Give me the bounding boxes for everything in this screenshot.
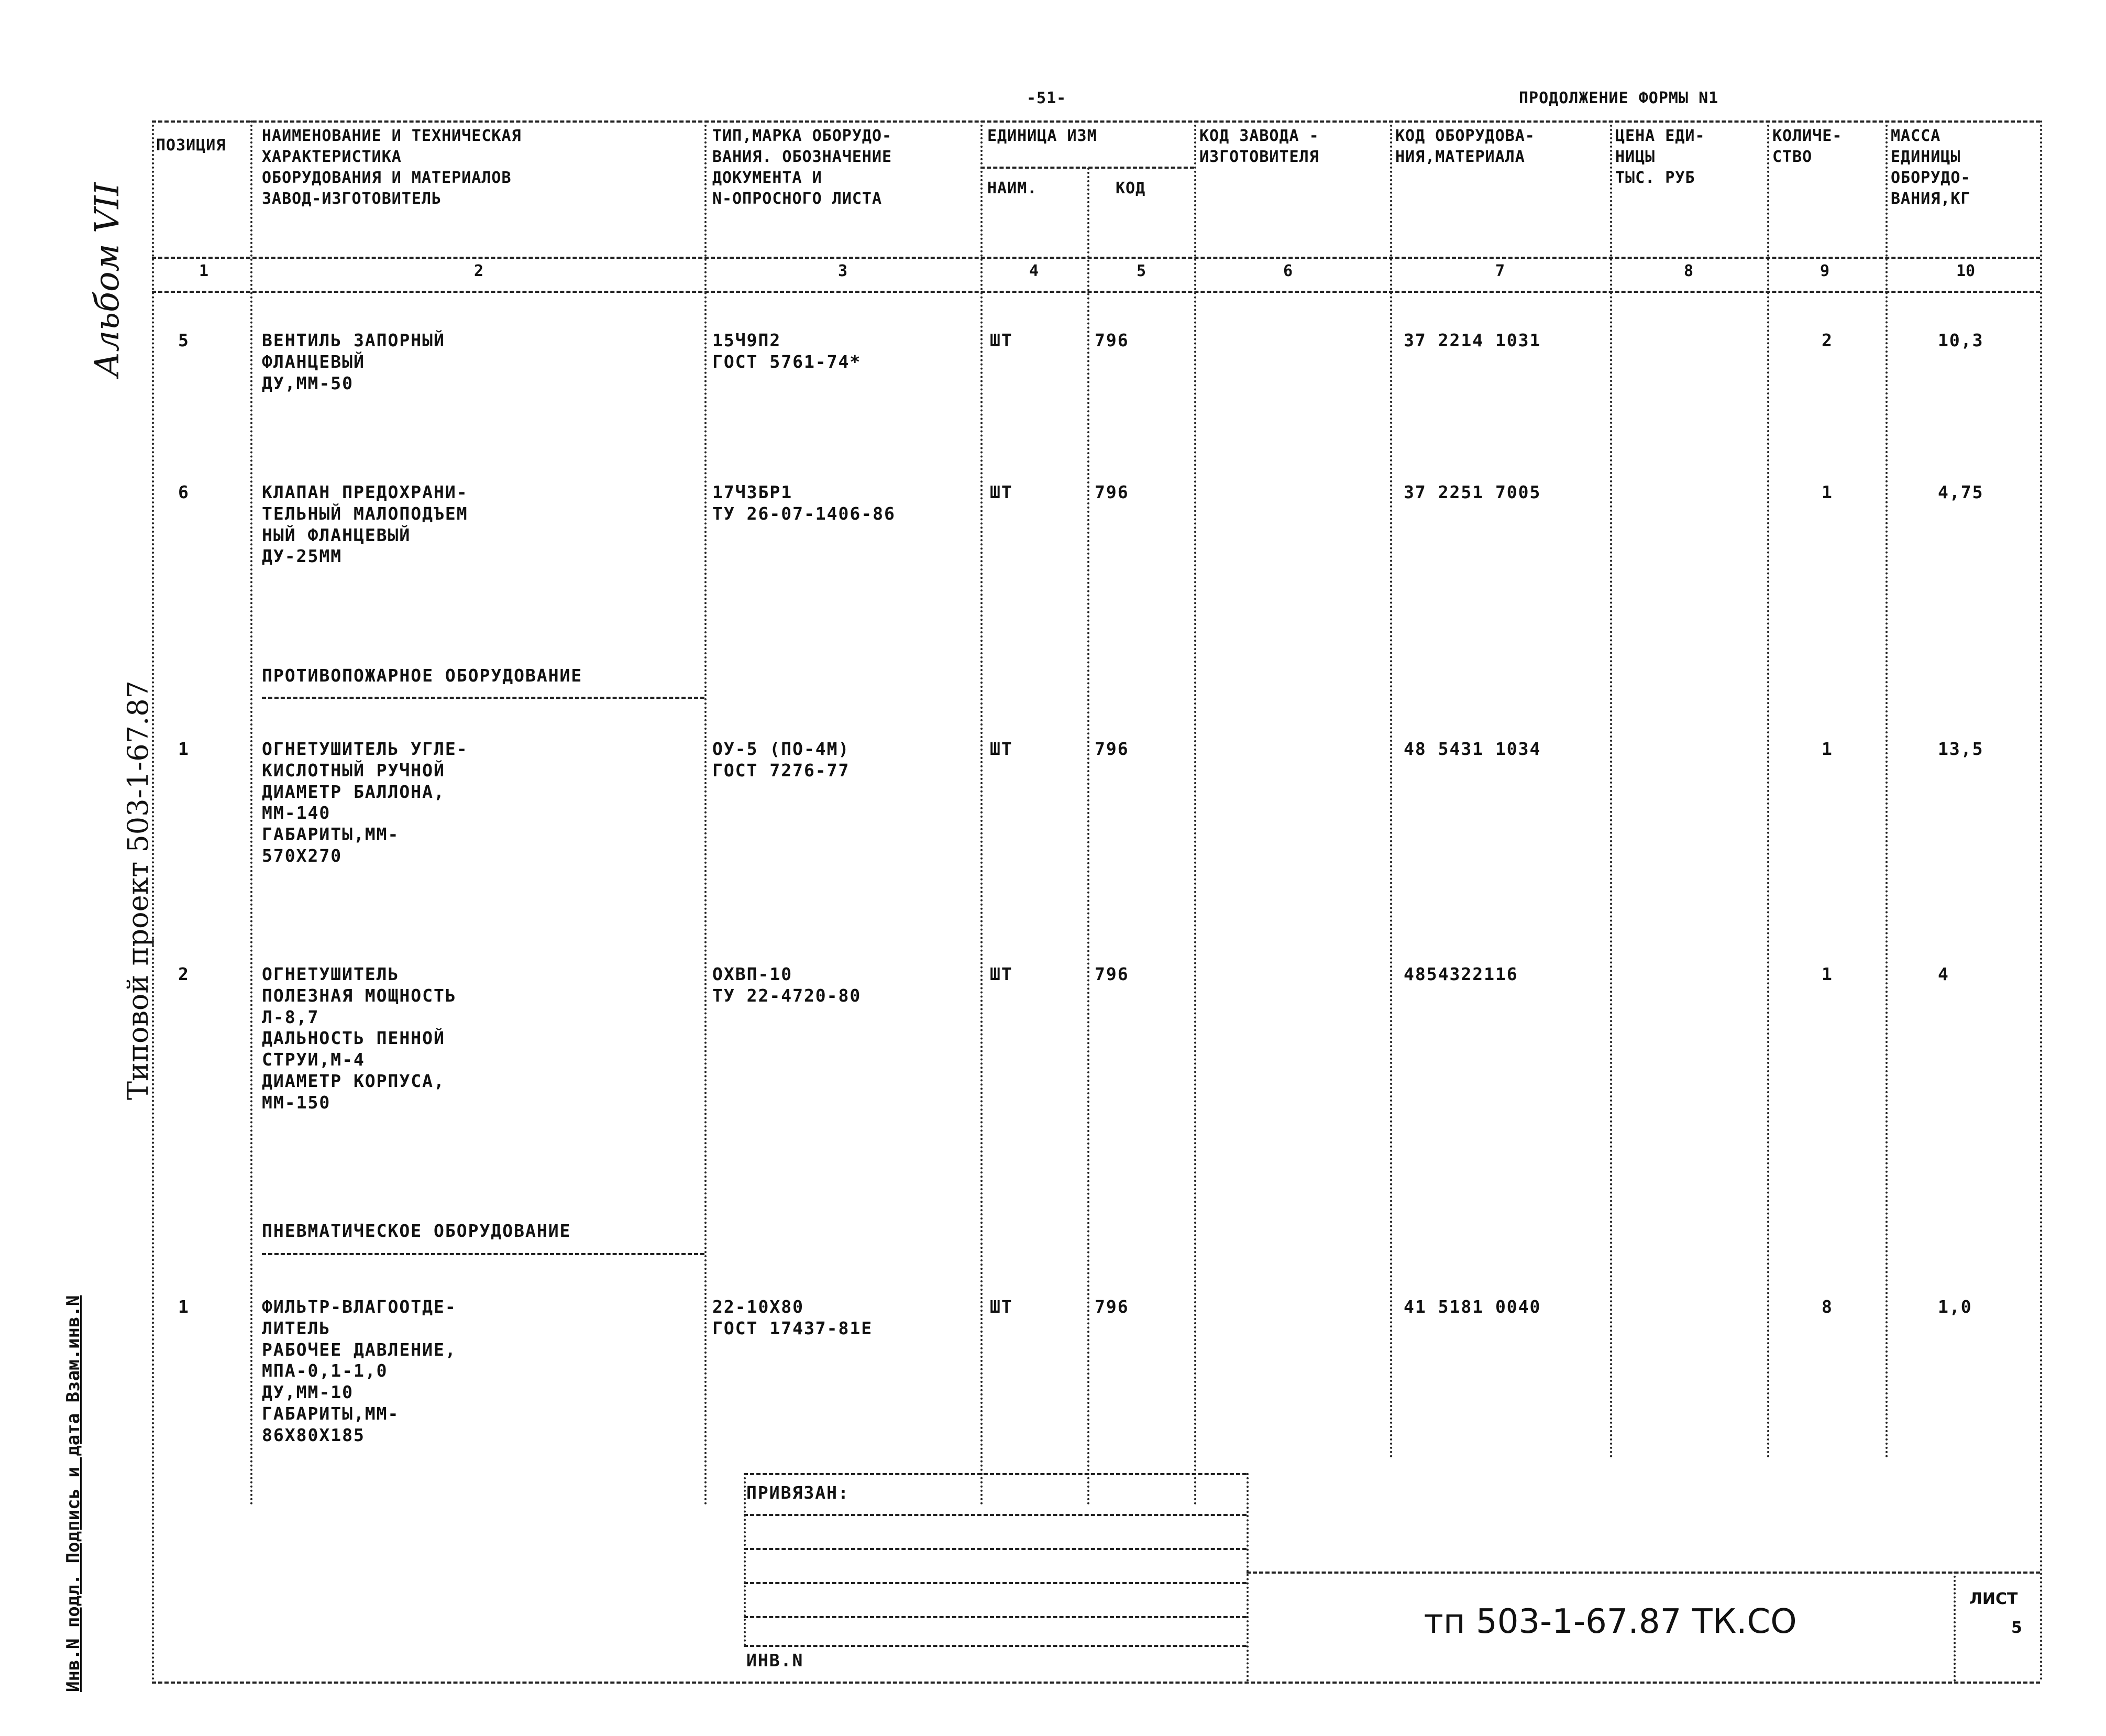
row1-type: 15Ч9П2 ГОСТ 5761-74* — [712, 330, 862, 372]
document-code: тп 503-1-67.87 ТК.СО — [1424, 1602, 1797, 1641]
row2-unit: ШТ — [990, 482, 1013, 502]
page-number: -51- — [1027, 89, 1067, 107]
row2-unit-code: 796 — [1095, 482, 1129, 502]
row4-mass: 4 — [1938, 964, 1949, 984]
colnum-9: 9 — [1820, 262, 1830, 280]
row4-material-code: 4854322116 — [1404, 964, 1518, 984]
stamp-bound-label: ПРИВЯЗАН: — [746, 1482, 850, 1503]
header-factory-code: КОД ЗАВОДА - ИЗГОТОВИТЕЛЯ — [1199, 127, 1319, 166]
colnum-3: 3 — [838, 262, 848, 280]
col-border-9-10 — [1886, 120, 1888, 1459]
col-border-left — [152, 120, 154, 1682]
section-pneumatic-underline — [262, 1253, 704, 1255]
row2-position: 6 — [178, 482, 190, 502]
colnum-6: 6 — [1283, 262, 1293, 280]
colnum-5: 5 — [1137, 262, 1146, 280]
section-fire-equipment: ПРОТИВОПОЖАРНОЕ ОБОРУДОВАНИЕ — [262, 665, 583, 686]
section-pneumatic-equipment: ПНЕВМАТИЧЕСКОЕ ОБОРУДОВАНИЕ — [262, 1221, 571, 1241]
row5-unit: ШТ — [990, 1296, 1013, 1317]
side-stamp-label: Инв.N подл. Подпись и дата Взам.инв.N — [63, 1295, 84, 1692]
stamp-border-left — [744, 1473, 746, 1646]
row1-position: 5 — [178, 330, 190, 350]
row3-unit-code: 796 — [1095, 739, 1129, 759]
row3-name: ОГНЕТУШИТЕЛЬ УГЛЕ- КИСЛОТНЫЙ РУЧНОЙ ДИАМЕТР БАЛЛОНА, ММ-140 ГАБАРИТЫ,ММ- 570Х270 — [262, 739, 468, 866]
col-border-5-6 — [1194, 120, 1196, 1506]
header-separator — [152, 257, 2040, 259]
colnum-4: 4 — [1029, 262, 1039, 280]
header-material-code: КОД ОБОРУДОВА- НИЯ,МАТЕРИАЛА — [1395, 127, 1535, 166]
col-border-1-2 — [250, 120, 252, 1506]
header-mass: МАССА ЕДИНИЦЫ ОБОРУДО- ВАНИЯ,КГ — [1891, 127, 1971, 208]
row2-mass: 4,75 — [1938, 482, 1984, 502]
header-name: НАИМЕНОВАНИЕ И ТЕХНИЧЕСКАЯ ХАРАКТЕРИСТИКА ОБОРУДОВАНИЯ И МАТЕРИАЛОВ ЗАВОД-ИЗГОТОВИТЕЛЬ — [262, 127, 522, 208]
table-bottom-border — [152, 1682, 2040, 1684]
sheet-label: ЛИСТ — [1969, 1590, 2018, 1608]
stamp-top-line — [744, 1473, 1247, 1475]
row3-type: ОУ-5 (ПО-4М) ГОСТ 7276-77 — [712, 739, 850, 781]
side-album-label: Альбом VII — [88, 182, 127, 377]
col-border-6-7 — [1390, 120, 1392, 1459]
col-border-4-5 — [1087, 168, 1089, 1506]
side-project-label: Типовой проект 503-1-67.87 — [122, 680, 155, 1100]
row5-material-code: 41 5181 0040 — [1404, 1296, 1541, 1317]
row4-position: 2 — [178, 964, 190, 984]
colnum-8: 8 — [1684, 262, 1694, 280]
colnum-1: 1 — [199, 262, 209, 280]
sheet-number: 5 — [2011, 1619, 2022, 1637]
header-position: ПОЗИЦИЯ — [156, 136, 226, 155]
row4-name: ОГНЕТУШИТЕЛЬ ПОЛЕЗНАЯ МОЩНОСТЬ Л-8,7 ДАЛЬНОСТЬ ПЕННОЙ СТРУИ,М-4 ДИАМЕТР КОРПУСА, ММ-150 — [262, 964, 457, 1113]
stamp-line-1 — [744, 1514, 1247, 1516]
header-unit: ЕДИНИЦА ИЗМ — [987, 127, 1097, 145]
row2-type: 17Ч3БР1 ТУ 26-07-1406-86 — [712, 482, 896, 524]
stamp-border-right — [1247, 1473, 1249, 1682]
stamp-inv-label: ИНВ.N — [746, 1650, 804, 1671]
sheet-box-border — [1954, 1572, 1956, 1682]
row1-quantity: 2 — [1822, 330, 1833, 350]
row5-quantity: 8 — [1822, 1296, 1833, 1317]
header-unit-name: НАИМ. — [987, 179, 1038, 197]
row5-position: 1 — [178, 1296, 190, 1317]
header-quantity: КОЛИЧЕ- СТВО — [1772, 127, 1843, 166]
row1-name: ВЕНТИЛЬ ЗАПОРНЫЙ ФЛАНЦЕВЫЙ ДУ,ММ-50 — [262, 330, 445, 393]
row3-unit: ШТ — [990, 739, 1013, 759]
row3-quantity: 1 — [1822, 739, 1833, 759]
stamp-line-4 — [744, 1616, 1247, 1618]
header-type: ТИП,МАРКА ОБОРУДО- ВАНИЯ. ОБОЗНАЧЕНИЕ ДОКУМЕНТА И N-ОПРОСНОГО ЛИСТА — [712, 127, 892, 208]
row4-type: ОХВП-10 ТУ 22-4720-80 — [712, 964, 862, 1006]
continuation-label: ПРОДОЛЖЕНИЕ ФОРМЫ N1 — [1519, 89, 1719, 107]
title-block-divider — [1247, 1572, 2040, 1574]
colnum-separator — [152, 291, 2040, 293]
row1-unit: ШТ — [990, 330, 1013, 350]
stamp-line-2 — [744, 1548, 1247, 1550]
col-border-right — [2040, 120, 2042, 1682]
row2-quantity: 1 — [1822, 482, 1833, 502]
col-border-3-4 — [980, 120, 983, 1506]
row5-mass: 1,0 — [1938, 1296, 1972, 1317]
row3-position: 1 — [178, 739, 190, 759]
section-fire-underline — [262, 697, 704, 699]
col-border-8-9 — [1767, 120, 1769, 1459]
row5-name: ФИЛЬТР-ВЛАГООТДЕ- ЛИТЕЛЬ РАБОЧЕЕ ДАВЛЕНИЕ, МПА-0,1-1,0 ДУ,ММ-10 ГАБАРИТЫ,ММ- 86Х80Х185 — [262, 1296, 457, 1445]
row4-unit: ШТ — [990, 964, 1013, 984]
row1-mass: 10,3 — [1938, 330, 1984, 350]
row3-mass: 13,5 — [1938, 739, 1984, 759]
row1-material-code: 37 2214 1031 — [1404, 330, 1541, 350]
header-price: ЦЕНА ЕДИ- НИЦЫ ТЫС. РУБ — [1615, 127, 1705, 187]
row4-quantity: 1 — [1822, 964, 1833, 984]
table-top-border — [152, 120, 2040, 123]
col-border-2-3 — [704, 120, 707, 1506]
stamp-line-3 — [744, 1582, 1247, 1584]
row2-material-code: 37 2251 7005 — [1404, 482, 1541, 502]
row5-unit-code: 796 — [1095, 1296, 1129, 1317]
col-border-7-8 — [1610, 120, 1612, 1459]
colnum-10: 10 — [1956, 262, 1976, 280]
header-unit-code: КОД — [1116, 179, 1146, 197]
row5-type: 22-10Х80 ГОСТ 17437-81Е — [712, 1296, 873, 1338]
row4-unit-code: 796 — [1095, 964, 1129, 984]
colnum-2: 2 — [474, 262, 484, 280]
colnum-7: 7 — [1495, 262, 1505, 280]
row2-name: КЛАПАН ПРЕДОХРАНИ- ТЕЛЬНЫЙ МАЛОПОДЪЕМ НЫЙ ФЛАНЦЕВЫЙ ДУ-25ММ — [262, 482, 468, 567]
stamp-line-5 — [744, 1645, 1247, 1647]
row3-material-code: 48 5431 1034 — [1404, 739, 1541, 759]
row1-unit-code: 796 — [1095, 330, 1129, 350]
